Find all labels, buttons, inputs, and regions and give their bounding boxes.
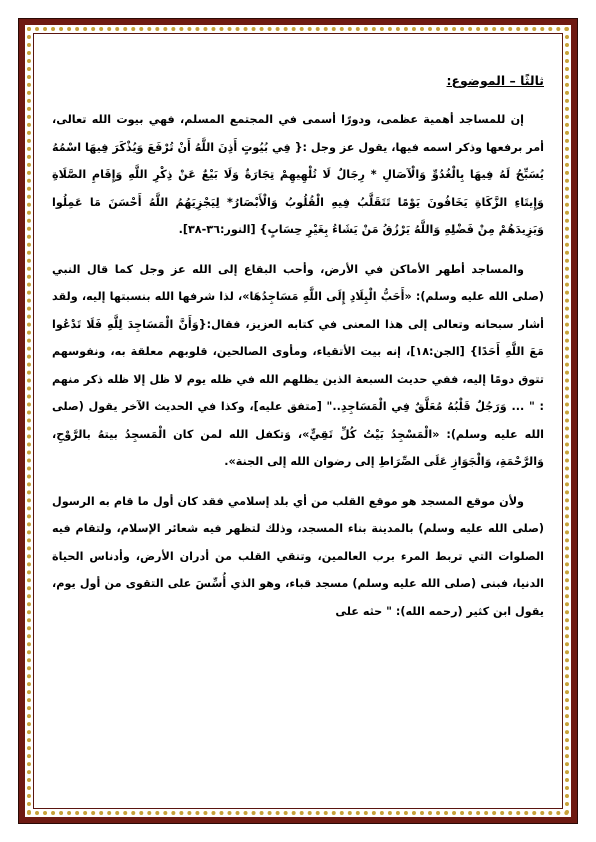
section-heading: ثالثًا – الموضوع:	[446, 73, 544, 88]
paragraph-1: إن للمساجد أهمية عظمى، ودورًا أسمى في المجتمع المسلم، فهي بيوت الله تعالى، أمر برفعها وذكر اسمه فيها، يقول عز وجل :{ فِي بُيُوتٍ أَذِنَ اللَّهُ أَنْ تُرْفَعَ وَيُذْكَرَ فِيهَا اسْمُهُ يُسَبِّحُ لَهُ فِيهَا بِالْغُدُوِّ وَالْآصَالِ * رِجَالٌ لَا تُلْهِيهِمْ تِجَارَةٌ وَلَا بَيْعٌ عَنْ ذِكْرِ اللَّهِ وَإِقَامِ الصَّلَاةِ وَإِيتَاءِ الزَّكَاةِ يَخَافُونَ يَوْمًا تَتَقَلَّبُ فِيهِ الْقُلُوبُ وَالْأَبْصَارُ* لِيَجْزِيَهُمُ اللَّهُ أَحْسَنَ مَا عَمِلُوا وَيَزِيدَهُمْ مِنْ فَضْلِهِ وَاللَّهُ يَرْزُقُ مَنْ يَشَاءُ بِغَيْرِ حِسَابٍ} [النور:٣٦-٣٨].	[52, 113, 544, 236]
paragraph-3: ولأن موقع المسجد هو موقع القلب من أي بلد إسلامي فقد كان أول ما قام به الرسول (صلى الله عليه وسلم) بالمدينة بناء المسجد، وذلك لتظهر فيه شعائر الإسلام، ولتقام فيه الصلوات التي تربط المرء برب العالمين، وتنقي القلب من أدران الأرض، وأدناس الحياة الدنيا، فبنى (صلى الله عليه وسلم) مسجد قباء، وهو الذي أُسِّسَ على التقوى من أول يوم، يقول ابن كثير (رحمه الله): " حثه على	[52, 494, 544, 618]
paragraph-2: والمساجد أطهر الأماكن في الأرض، وأحب البقاع إلى الله عز وجل كما قال النبي (صلى الله عليه وسلم): «أَحَبُّ الْبِلَادِ إِلَى اللَّهِ مَسَاجِدُهَا»، لذا شرفها الله بنسبتها إليه، ولقد أشار سبحانه وتعالى إلى هذا المعنى في كتابه العزيز، فقال:{وَأَنَّ الْمَسَاجِدَ لِلَّهِ فَلَا تَدْعُوا مَعَ اللَّهِ أَحَدًا} [الجن:١٨]، إنه بيت الأتقياء، ومأوى الصالحين، قلوبهم معلقة به، ونفوسهم تتوق دومًا إليه، ففي حديث السبعة الذين يظلهم الله في ظله يوم لا ظل إلا ظله ذكر منهم : " ... وَرَجُلٌ قَلْبُهُ مُعَلَّقٌ فِي الْمَسَاجِدِ.." [متفق عليه]، وكذا في الحديث الآخر يقول (صلى الله عليه وسلم): «الْمَسْجِدُ بَيْتُ كُلِّ تَقِيٍّ»، وَتكفل الله لمن كان الْمَسجِدُ بيتهُ بالرَّوْحِ، وَالرَّحْمَةِ، وَالْجَوَازِ عَلَى الصِّرَاطِ إلى رضوان الله إلى الجنة».	[52, 262, 544, 468]
document-body	[52, 70, 544, 637]
